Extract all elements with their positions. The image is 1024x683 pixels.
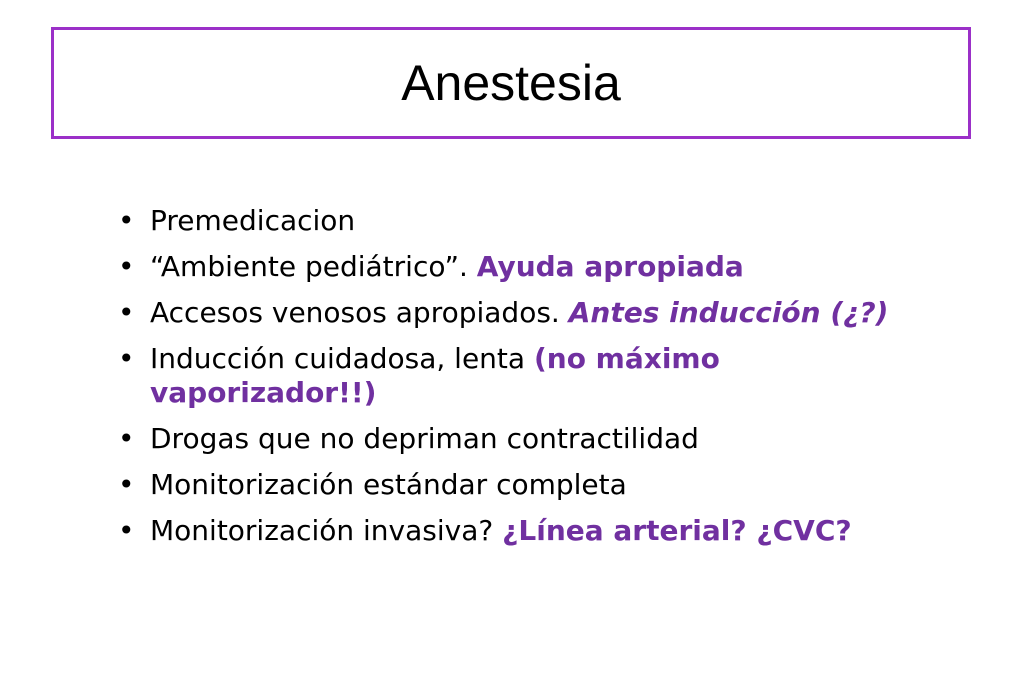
list-item	[118, 250, 898, 284]
bullet-icon: •	[118, 468, 135, 501]
item-highlight: ¿Línea arterial? ¿CVC?	[502, 514, 852, 547]
list-item	[118, 514, 898, 548]
item-highlight: Ayuda apropiada	[476, 250, 744, 283]
list-item	[118, 468, 898, 502]
list-item	[118, 422, 898, 456]
title-box	[51, 27, 971, 139]
item-text: Accesos venosos apropiados.	[150, 296, 569, 329]
slide-title: Anestesia	[401, 55, 621, 111]
bullet-icon: •	[118, 422, 135, 455]
bullet-icon: •	[118, 250, 135, 283]
item-text: Premedicacion	[150, 204, 356, 237]
item-text: Monitorización invasiva?	[150, 514, 503, 547]
item-text: Drogas que no depriman contractilidad	[150, 422, 699, 455]
list-item	[118, 342, 898, 410]
item-text: Monitorización estándar completa	[150, 468, 627, 501]
bullet-icon: •	[118, 514, 135, 547]
list-item	[118, 296, 898, 330]
item-text: “Ambiente pediátrico”.	[150, 250, 477, 283]
bullet-icon: •	[118, 204, 135, 237]
item-highlight: Antes inducción (¿?)	[568, 296, 889, 329]
bullet-list	[118, 204, 898, 560]
bullet-icon: •	[118, 296, 135, 329]
list-item	[118, 204, 898, 238]
bullet-icon: •	[118, 342, 135, 375]
item-text: Inducción cuidadosa, lenta	[150, 342, 534, 375]
item-highlight: (no máximo vaporizador!!)	[150, 342, 720, 409]
